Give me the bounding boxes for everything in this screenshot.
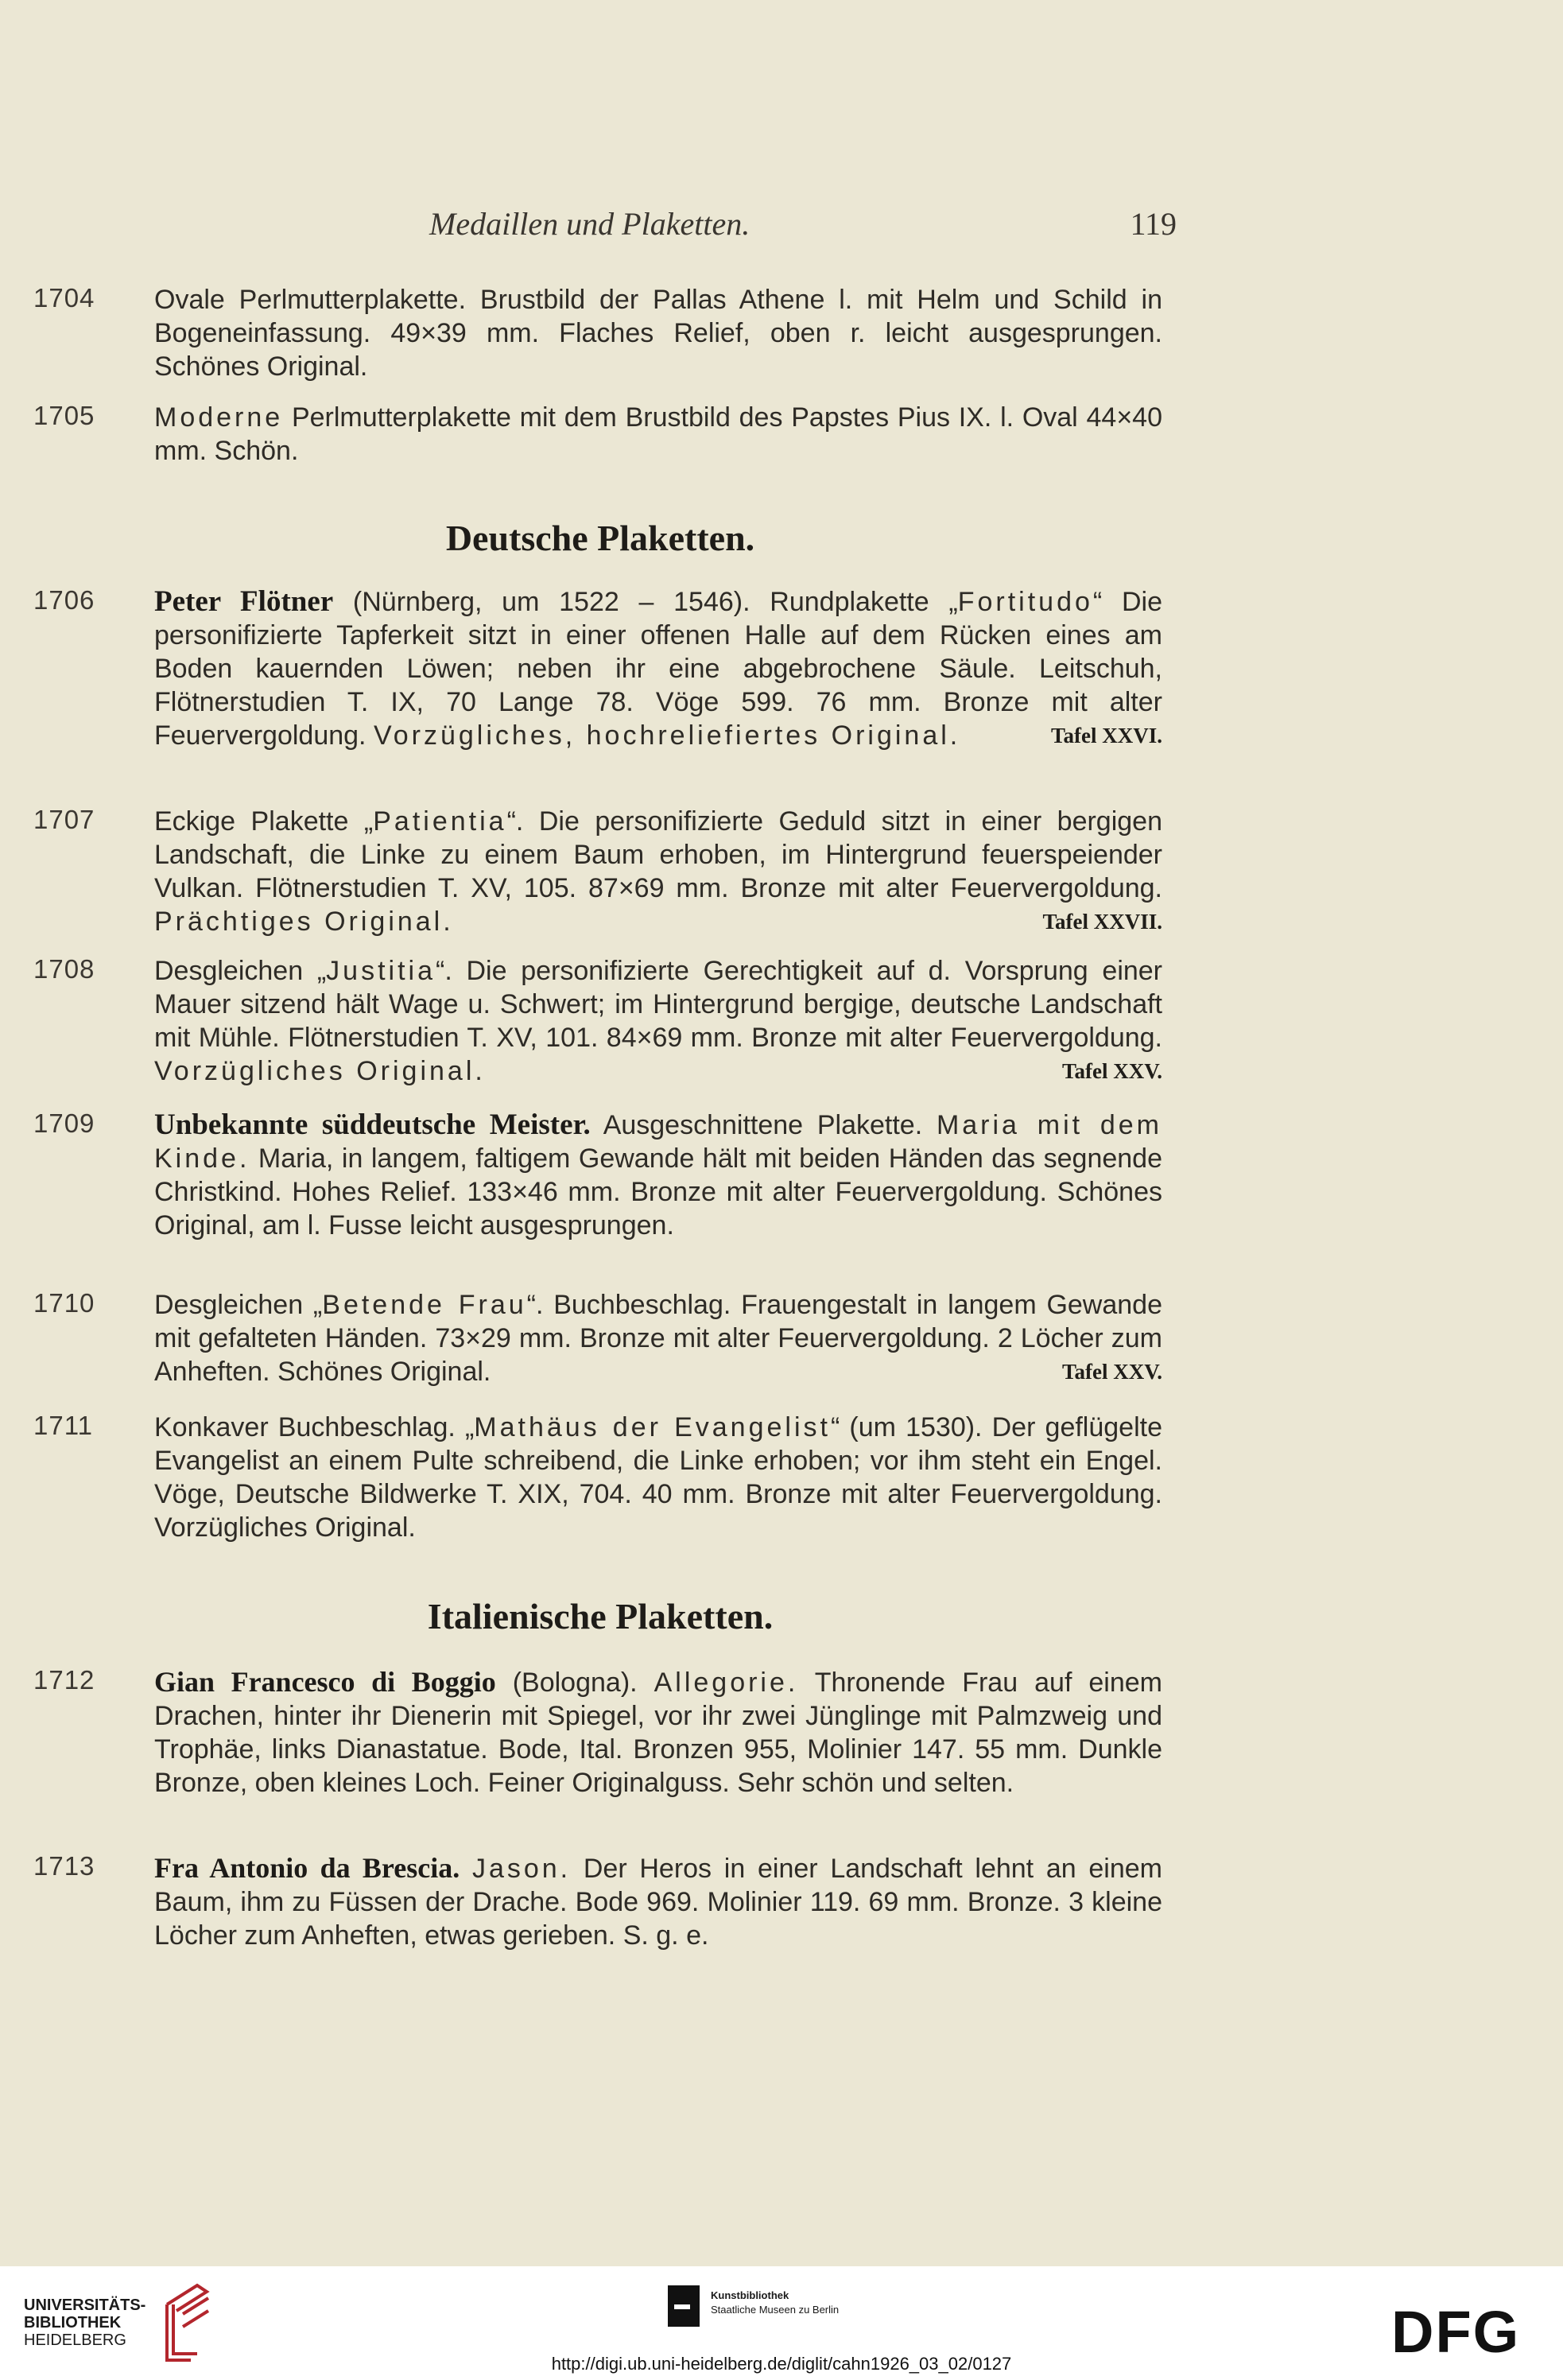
entry-number: 1711 [33, 1411, 93, 1440]
entry-description: Perlmutterplakette mit dem Brustbild des Papstes Pius IX. l. Oval 44×40 mm. Schön. [154, 402, 1162, 466]
entry-number: 1713 [33, 1851, 95, 1881]
section-heading-deutsche: Deutsche Plaketten. [445, 518, 755, 558]
entry-emphasis: Moderne [154, 402, 284, 433]
entry-text [154, 1851, 1162, 1952]
entry-emphasis: Fortitudo [957, 587, 1093, 617]
entry-rating: Vorzügliches Original. [154, 1056, 486, 1086]
kunstbibliothek-logo-icon[interactable] [668, 2285, 700, 2327]
dfg-logo[interactable]: DFG [1391, 2299, 1521, 2365]
entry-rating: Prächtiges Original. [154, 907, 454, 937]
catalog-entry [33, 585, 1162, 752]
ub-line3: HEIDELBERG [24, 2331, 126, 2349]
entry-emphasis: Mathäus der Evangelist [474, 1412, 831, 1442]
entry-number: 1706 [33, 585, 95, 615]
entry-text [154, 283, 1162, 383]
ub-line1: UNIVERSITÄTS- [24, 2297, 146, 2314]
plate-reference: Tafel XXV. [1061, 1059, 1162, 1083]
kb-line2: Staatliche Museen zu Berlin [711, 2304, 840, 2316]
catalog-entry [33, 1851, 1162, 1952]
entry-emphasis: Justitia [326, 956, 436, 986]
entry-description: Ausgeschnittene Plakette. [590, 1110, 937, 1140]
catalog-entry [33, 283, 1162, 383]
entry-description: Desgleichen „ [154, 1290, 323, 1320]
entry-text [154, 1288, 1162, 1388]
catalog-entry [33, 805, 1162, 938]
catalog-entry [33, 1288, 1162, 1388]
entry-text [154, 1108, 1162, 1242]
entry-emphasis: Patientia [373, 806, 507, 837]
entry-description: Desgleichen „ [154, 956, 327, 986]
entry-description [460, 1854, 472, 1884]
catalog-entry [33, 954, 1162, 1088]
entry-rating: Vorzügliches, hochreliefiertes Original. [373, 720, 961, 751]
entry-description-cont: Thronende Frau auf einem Drachen, hinter ihr Dienerin mit Spiegel, vor ihr zwei Jünglinge mit Palmzweig und Trophäe, links Dianastatue. Bode, Ital. Bronzen 955, Molinier 147. 55 mm. Dunkle Bronze, oben kleines Loch. Feiner Originalguss. Sehr schön und selten. [154, 1668, 1163, 1798]
ub-heidelberg-wordmark[interactable] [24, 2297, 145, 2349]
catalog-entry [33, 401, 1162, 468]
entry-number: 1704 [33, 283, 95, 313]
entry-number: 1709 [33, 1108, 95, 1138]
entry-description: (Nürnberg, um 1522 – 1546). Rundplakette „ [333, 587, 958, 617]
entry-description-cont: “ (um 1530). Der geflügelte Evangelist an einem Pulte schreibend, die Linke erhoben; vor ihm steht ein Engel. Vöge, Deutsche Bildwerke T. XIX, 704. 40 mm. Bronze mit alter Feuervergoldung. Vorzügliches Original. [154, 1412, 1162, 1543]
plate-reference: Tafel XXVI. [1050, 724, 1162, 747]
catalog-entry [33, 1108, 1162, 1242]
entry-description: (Bologna). [495, 1668, 654, 1698]
entry-description-cont: “. Buchbeschlag. Frauengestalt in langem Gewande mit gefalteten Händen. 73×29 mm. Bronze mit alter Feuervergoldung. 2 Löcher zum Anheften. Schönes Original. [154, 1290, 1163, 1387]
section-heading-italienische: Italienische Plaketten. [427, 1596, 774, 1636]
entry-description-cont: “ Die personifizierte Tapferkeit sitzt in einer offenen Halle auf dem Rücken eines am Boden kauernden Löwen; neben ihr eine abgebrochene Säule. Leitschuh, Flötnerstudien T. IX, 70 Lange 78. Vöge 599. 76 mm. Bronze mit alter Feuervergoldung. [154, 587, 1162, 751]
entry-text [154, 805, 1162, 938]
entry-number: 1707 [33, 805, 95, 834]
entry-description: Eckige Plakette „ [154, 806, 374, 837]
digitization-footer [0, 2266, 1563, 2380]
entry-description-cont: “. Die personifizierte Geduld sitzt in einer bergigen Landschaft, die Linke zu einem Baum erhoben, im Hintergrund feuerspeiender Vulkan. Flötnerstudien T. XV, 105. 87×69 mm. Bronze mit alter Feuervergoldung. [154, 806, 1162, 903]
entry-description: Konkaver Buchbeschlag. „ [154, 1412, 475, 1442]
entry-number: 1708 [33, 954, 95, 984]
entry-description-cont: “. Die personifizierte Gerechtigkeit auf d. Vorsprung einer Mauer sitzend hält Wage u. Schwert; im Hintergrund bergige, deutsche Landschaft mit Mühle. Flötnerstudien T. XV, 101. 84×69 mm. Bronze mit alter Feuervergoldung. [154, 956, 1163, 1053]
entry-author: Peter Flötner [154, 585, 334, 618]
entry-author: Unbekannte süddeutsche Meister. [154, 1108, 591, 1141]
entry-text [154, 1411, 1162, 1544]
kunstbibliothek-wordmark[interactable] [711, 2289, 839, 2317]
permalink-url[interactable]: http://digi.ub.uni-heidelberg.de/diglit/cahn1926_03_02/0127 [551, 2354, 1012, 2374]
entry-description: Ovale Perlmutterplakette. Brustbild der Pallas Athene l. mit Helm und Schild in Bogeneinfassung. 49×39 mm. Flaches Relief, oben r. leicht ausgesprungen. Schönes Original. [154, 285, 1162, 382]
catalog-entry [33, 1411, 1162, 1544]
ub-line2: BIBLIOTHEK [24, 2314, 122, 2331]
entry-description-cont: Maria, in langem, faltigem Gewande hält mit beiden Händen das segnende Christkind. Hohes Relief. 133×46 mm. Bronze mit alter Feuervergoldung. Schönes Original, am l. Fusse leicht ausgesprungen. [154, 1143, 1162, 1240]
entry-author: Gian Francesco di Boggio [154, 1666, 496, 1698]
plate-reference: Tafel XXV. [1061, 1360, 1162, 1384]
entry-author: Fra Antonio da Brescia. [154, 1852, 460, 1884]
entry-number: 1712 [33, 1665, 95, 1695]
page-number: 119 [1130, 206, 1177, 242]
entry-emphasis: Allegorie. [654, 1668, 799, 1698]
ub-heidelberg-logo-icon[interactable] [159, 2281, 216, 2363]
entry-text [154, 585, 1162, 752]
entry-text [154, 1665, 1162, 1800]
kb-line1: Kunstbibliothek [711, 2289, 789, 2301]
entry-description-cont: Der Heros in einer Landschaft lehnt an einem Baum, ihm zu Füssen der Drache. Bode 969. Molinier 119. 69 mm. Bronze. 3 kleine Löcher zum Anheften, etwas gerieben. S. g. e. [154, 1854, 1162, 1951]
plate-reference: Tafel XXVII. [1042, 910, 1162, 934]
entry-emphasis: Maria mit dem Kinde. [154, 1110, 1162, 1174]
entry-number: 1705 [33, 401, 95, 430]
entry-text [154, 954, 1162, 1088]
entry-text [154, 401, 1162, 468]
entry-emphasis: Jason. [471, 1854, 572, 1884]
entry-emphasis: Betende Frau [322, 1290, 527, 1320]
catalog-entry [33, 1665, 1162, 1800]
running-header [127, 205, 1177, 245]
running-title: Medaillen und Plaketten. [429, 206, 750, 242]
entry-number: 1710 [33, 1288, 95, 1318]
